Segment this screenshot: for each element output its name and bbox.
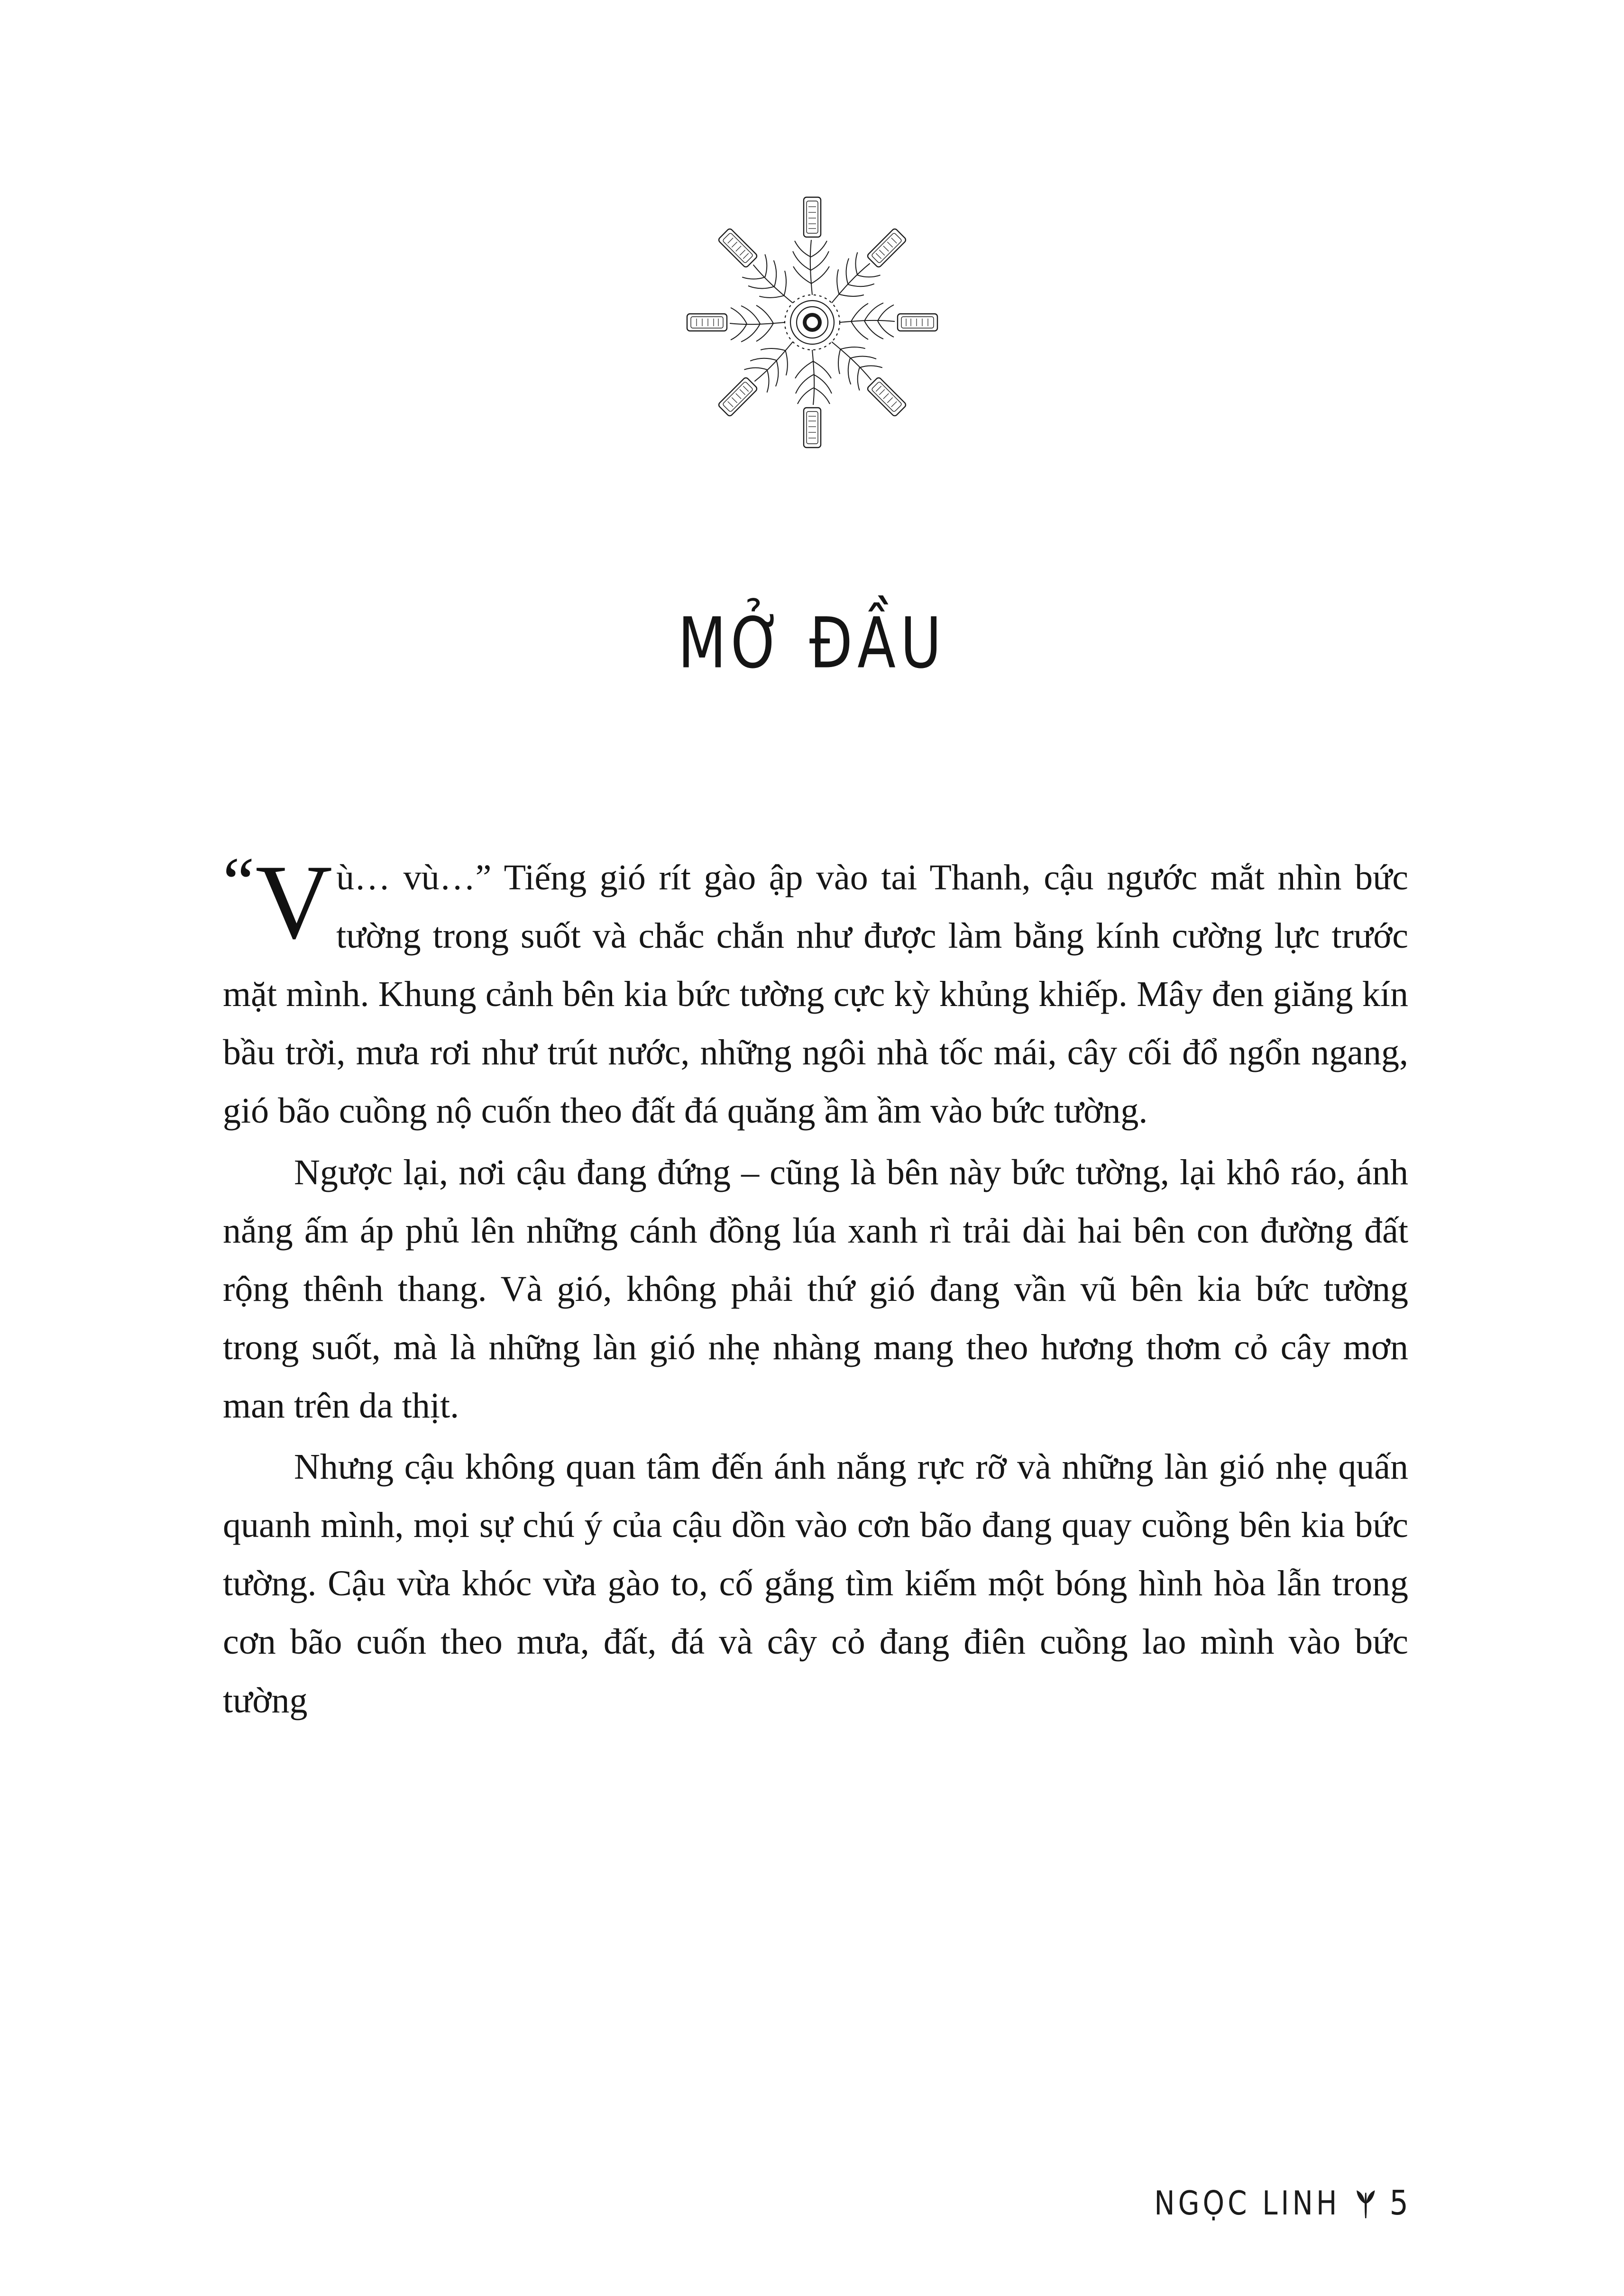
leaf-mark-icon	[1353, 2188, 1377, 2218]
drop-cap: V	[255, 842, 333, 961]
first-line-rest: ù… vù…”	[336, 858, 492, 897]
ornament-container	[0, 156, 1624, 488]
page-number: 5	[1389, 2183, 1408, 2223]
paragraph-3: Nhưng cậu không quan tâm đến ánh nắng rực rỡ và những làn gió nhẹ quấn quanh mình, mọi sự chú ý của cậu dồn vào cơn bão đang quay cuồng bên kia bức tường. Cậu vừa khóc vừa gào to, cố gắng tìm kiếm một bóng hình hòa lẫn trong cơn bão cuốn theo mưa, đất, đá và cây cỏ đang điên cuồng lao mình vào bức tường	[223, 1447, 1408, 1720]
paragraph-2: Ngược lại, nơi cậu đang đứng – cũng là bên này bức tường, lại khô ráo, ánh nắng ấm áp phủ lên những cánh đồng lúa xanh rì trải dài hai bên con đường đất rộng thênh thang. Và gió, không phải thứ gió đang vần vũ bên kia bức tường trong suốt, mà là những làn gió nhẹ nhàng mang theo hương thơm cỏ cây mơn man trên da thịt.	[223, 1152, 1408, 1426]
page-footer	[1154, 2183, 1408, 2223]
footer-author: NGỌC LINH	[1154, 2183, 1340, 2223]
chapter-title: MỞ ĐẦU	[678, 602, 946, 684]
open-quote: “	[223, 843, 255, 922]
body-text-column	[223, 842, 1408, 1733]
paragraph-1-text: Tiếng gió rít gào ập vào tai Thanh, cậu ngước mắt nhìn bức tường trong suốt và chắc chắn như được làm bằng kính cường lực trước mặt mình. Khung cảnh bên kia bức tường cực kỳ khủng khiếp. Mây đen giăng kín bầu trời, mưa rơi như trút nước, những ngôi nhà tốc mái, cây cối đổ ngổn ngang, gió bão cuồng nộ cuốn theo đất đá quăng ầm ầm vào bức tường.	[223, 858, 1408, 1131]
paragraph-1	[223, 842, 1408, 1141]
mandala-ornament	[646, 156, 978, 488]
